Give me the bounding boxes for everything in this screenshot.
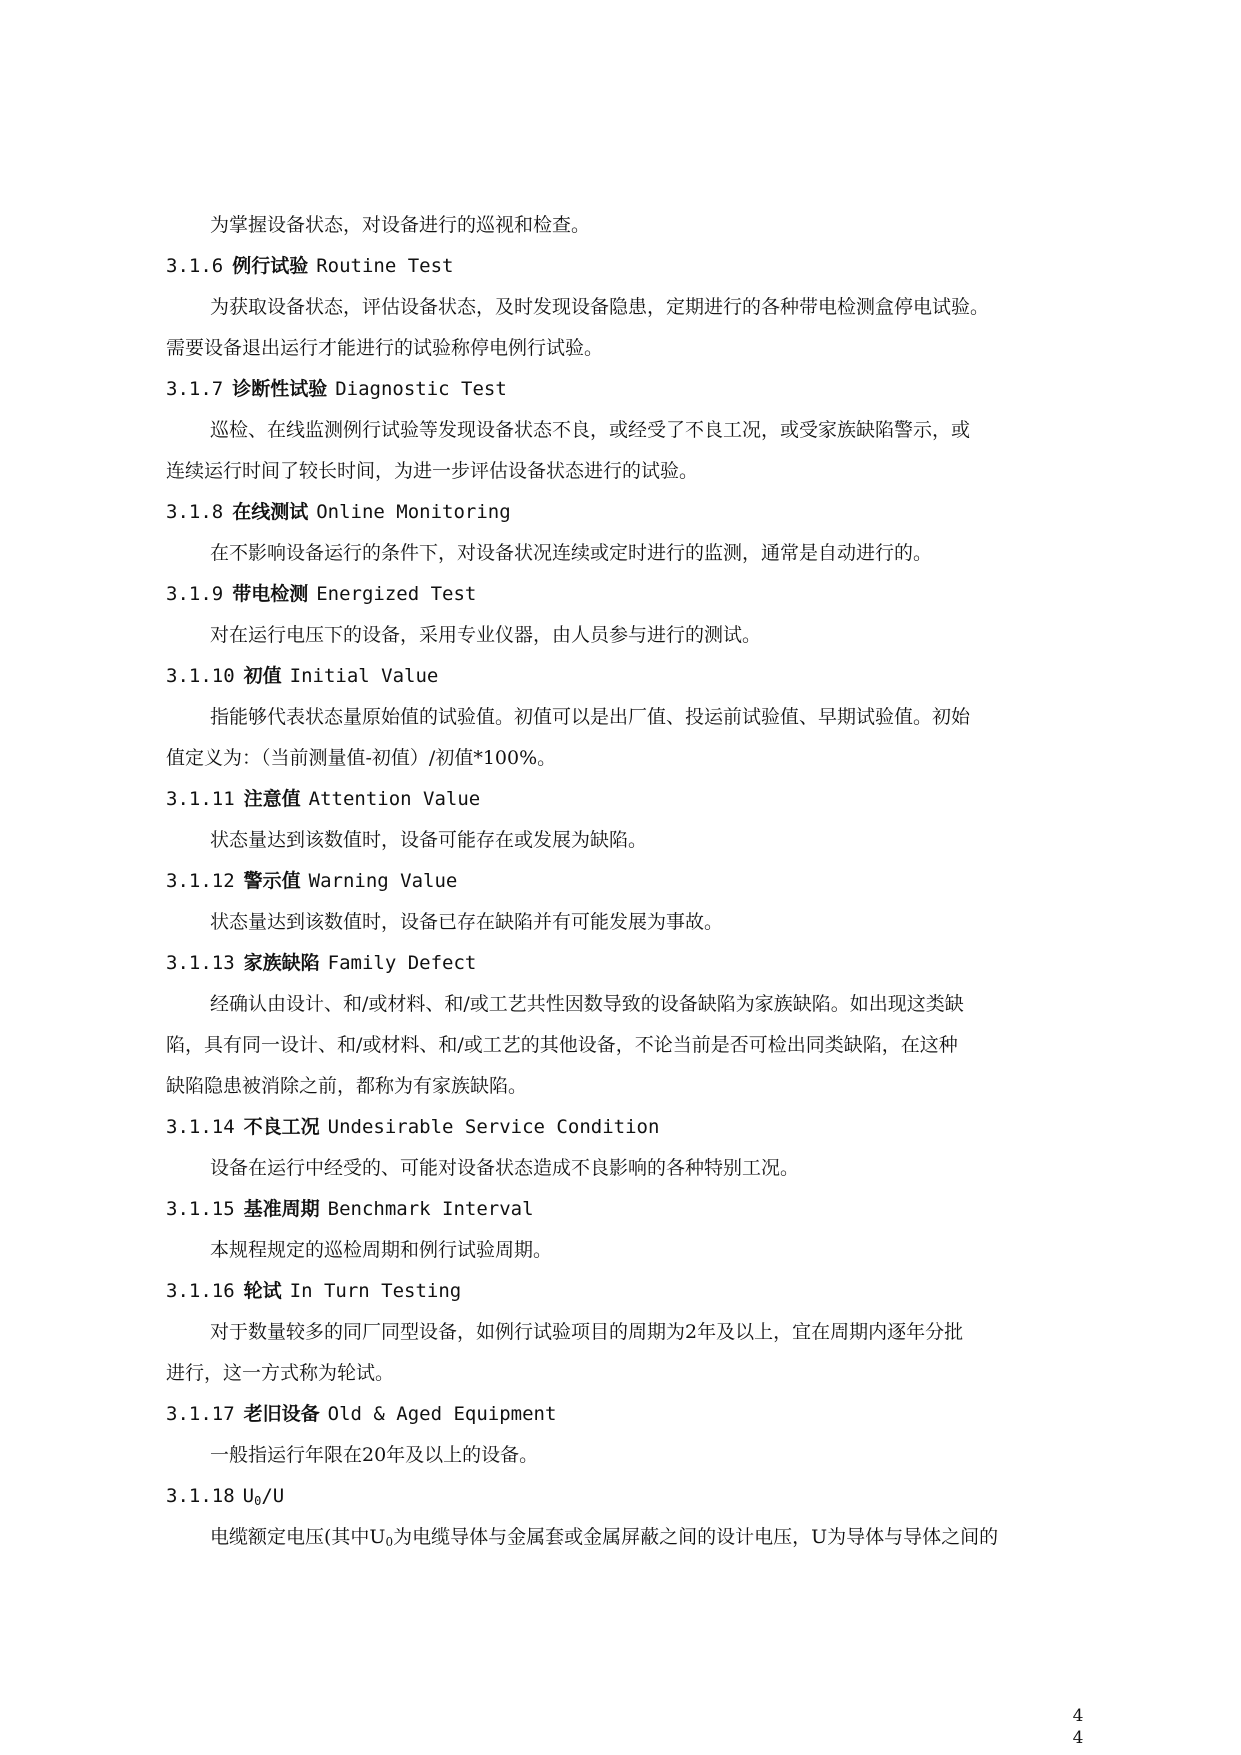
- paragraph-line: 经确认由设计、和/或材料、和/或工艺共性因数导致的设备缺陷为家族缺陷。如出现这类缺: [210, 993, 964, 1015]
- section-heading: [166, 1476, 1086, 1517]
- section-term-english: $U_0/U$: [242, 1485, 285, 1508]
- section-term: 警示值: [243, 870, 301, 892]
- section-number: 3.1.6: [166, 255, 224, 277]
- section-term-english: Routine Test: [316, 255, 454, 277]
- section-term: 基准周期: [243, 1198, 320, 1220]
- paragraph-line: 在不影响设备运行的条件下，对设备状况连续或定时进行的监测，通常是自动进行的。: [210, 542, 933, 564]
- section-term: 例行试验: [232, 255, 309, 277]
- paragraph-line: 电缆额定电压(其中$U_0$为电缆导体与金属套或金属屏蔽之间的设计电压，U为导体与导体之间的: [210, 1526, 999, 1549]
- section-term: 家族缺陷: [243, 952, 320, 974]
- page-number: 4: [1072, 1706, 1084, 1726]
- section-heading: [166, 779, 1086, 820]
- section-heading: [166, 369, 1086, 410]
- section-term-english: Diagnostic Test: [335, 378, 507, 400]
- section-number: 3.1.13: [166, 952, 235, 974]
- section-term: 轮试: [243, 1280, 282, 1302]
- paragraph-continuation: 值定义为：（当前测量值-初值）/初值*100%。: [166, 747, 557, 769]
- section-number: 3.1.17: [166, 1403, 235, 1425]
- section-term-english: Attention Value: [308, 788, 481, 810]
- section-term-english: Family Defect: [327, 952, 477, 974]
- section-term: 老旧设备: [243, 1403, 320, 1425]
- section-heading: [166, 1107, 1086, 1148]
- paragraph-line: 状态量达到该数值时，设备可能存在或发展为缺陷。: [210, 829, 648, 851]
- section-term-english: Energized Test: [316, 583, 477, 605]
- paragraph-line: 为掌握设备状态，对设备进行的巡视和检查。: [210, 214, 591, 236]
- paragraph-line: 对于数量较多的同厂同型设备，如例行试验项目的周期为2年及以上，宜在周期内逐年分批: [210, 1321, 964, 1343]
- section-term-english: Online Monitoring: [316, 501, 511, 523]
- section-number: 3.1.15: [166, 1198, 235, 1220]
- paragraph-continuation: 进行，这一方式称为轮试。: [166, 1362, 395, 1384]
- section-term-english: Benchmark Interval: [327, 1198, 534, 1220]
- section-heading: [166, 574, 1086, 615]
- section-term: 注意值: [243, 788, 301, 810]
- page-number: 4: [1072, 1728, 1084, 1748]
- section-heading: [166, 1189, 1086, 1230]
- paragraph-line: 状态量达到该数值时，设备已存在缺陷并有可能发展为事故。: [210, 911, 724, 933]
- paragraph-line: 一般指运行年限在20年及以上的设备。: [210, 1444, 539, 1466]
- section-heading: [166, 492, 1086, 533]
- section-number: 3.1.14: [166, 1116, 235, 1138]
- paragraph-continuation: 陷，具有同一设计、和/或材料、和/或工艺的其他设备，不论当前是否可检出同类缺陷，在这种: [166, 1034, 958, 1056]
- section-heading: [166, 656, 1086, 697]
- section-term-english: Old & Aged Equipment: [327, 1403, 557, 1425]
- section-term-english: Warning Value: [308, 870, 458, 892]
- paragraph-line: 巡检、在线监测例行试验等发现设备状态不良，或经受了不良工况，或受家族缺陷警示，或: [210, 419, 971, 441]
- section-heading: [166, 861, 1086, 902]
- section-number: 3.1.7: [166, 378, 224, 400]
- section-term-english: In Turn Testing: [289, 1280, 462, 1302]
- section-number: 3.1.10: [166, 665, 235, 687]
- section-number: 3.1.16: [166, 1280, 235, 1302]
- section-term-english: Initial Value: [289, 665, 439, 687]
- paragraph-continuation: 连续运行时间了较长时间，为进一步评估设备状态进行的试验。: [166, 460, 699, 482]
- document-body: [166, 205, 1086, 1558]
- section-heading: [166, 1271, 1086, 1312]
- paragraph-line: 对在运行电压下的设备，采用专业仪器，由人员参与进行的测试。: [210, 624, 762, 646]
- section-term-english: Undesirable Service Condition: [327, 1116, 660, 1138]
- section-term: 带电检测: [232, 583, 309, 605]
- section-number: 3.1.8: [166, 501, 224, 523]
- paragraph-line: 指能够代表状态量原始值的试验值。初值可以是出厂值、投运前试验值、早期试验值。初始: [210, 706, 971, 728]
- section-term: 诊断性试验: [232, 378, 328, 400]
- section-term: 初值: [243, 665, 282, 687]
- section-heading: [166, 1394, 1086, 1435]
- paragraph-line: 设备在运行中经受的、可能对设备状态造成不良影响的各种特别工况。: [210, 1157, 800, 1179]
- paragraph-line: 本规程规定的巡检周期和例行试验周期。: [210, 1239, 553, 1261]
- section-number: 3.1.11: [166, 788, 235, 810]
- paragraph-continuation: 需要设备退出运行才能进行的试验称停电例行试验。: [166, 337, 604, 359]
- paragraph-continuation: 缺陷隐患被消除之前，都称为有家族缺陷。: [166, 1075, 528, 1097]
- section-heading: [166, 246, 1086, 287]
- section-term: 不良工况: [243, 1116, 320, 1138]
- section-heading: [166, 943, 1086, 984]
- section-term: 在线测试: [232, 501, 309, 523]
- section-number: 3.1.18: [166, 1485, 235, 1507]
- section-number: 3.1.12: [166, 870, 235, 892]
- paragraph-line: 为获取设备状态，评估设备状态，及时发现设备隐患，定期进行的各种带电检测盒停电试验。: [210, 296, 990, 318]
- section-number: 3.1.9: [166, 583, 224, 605]
